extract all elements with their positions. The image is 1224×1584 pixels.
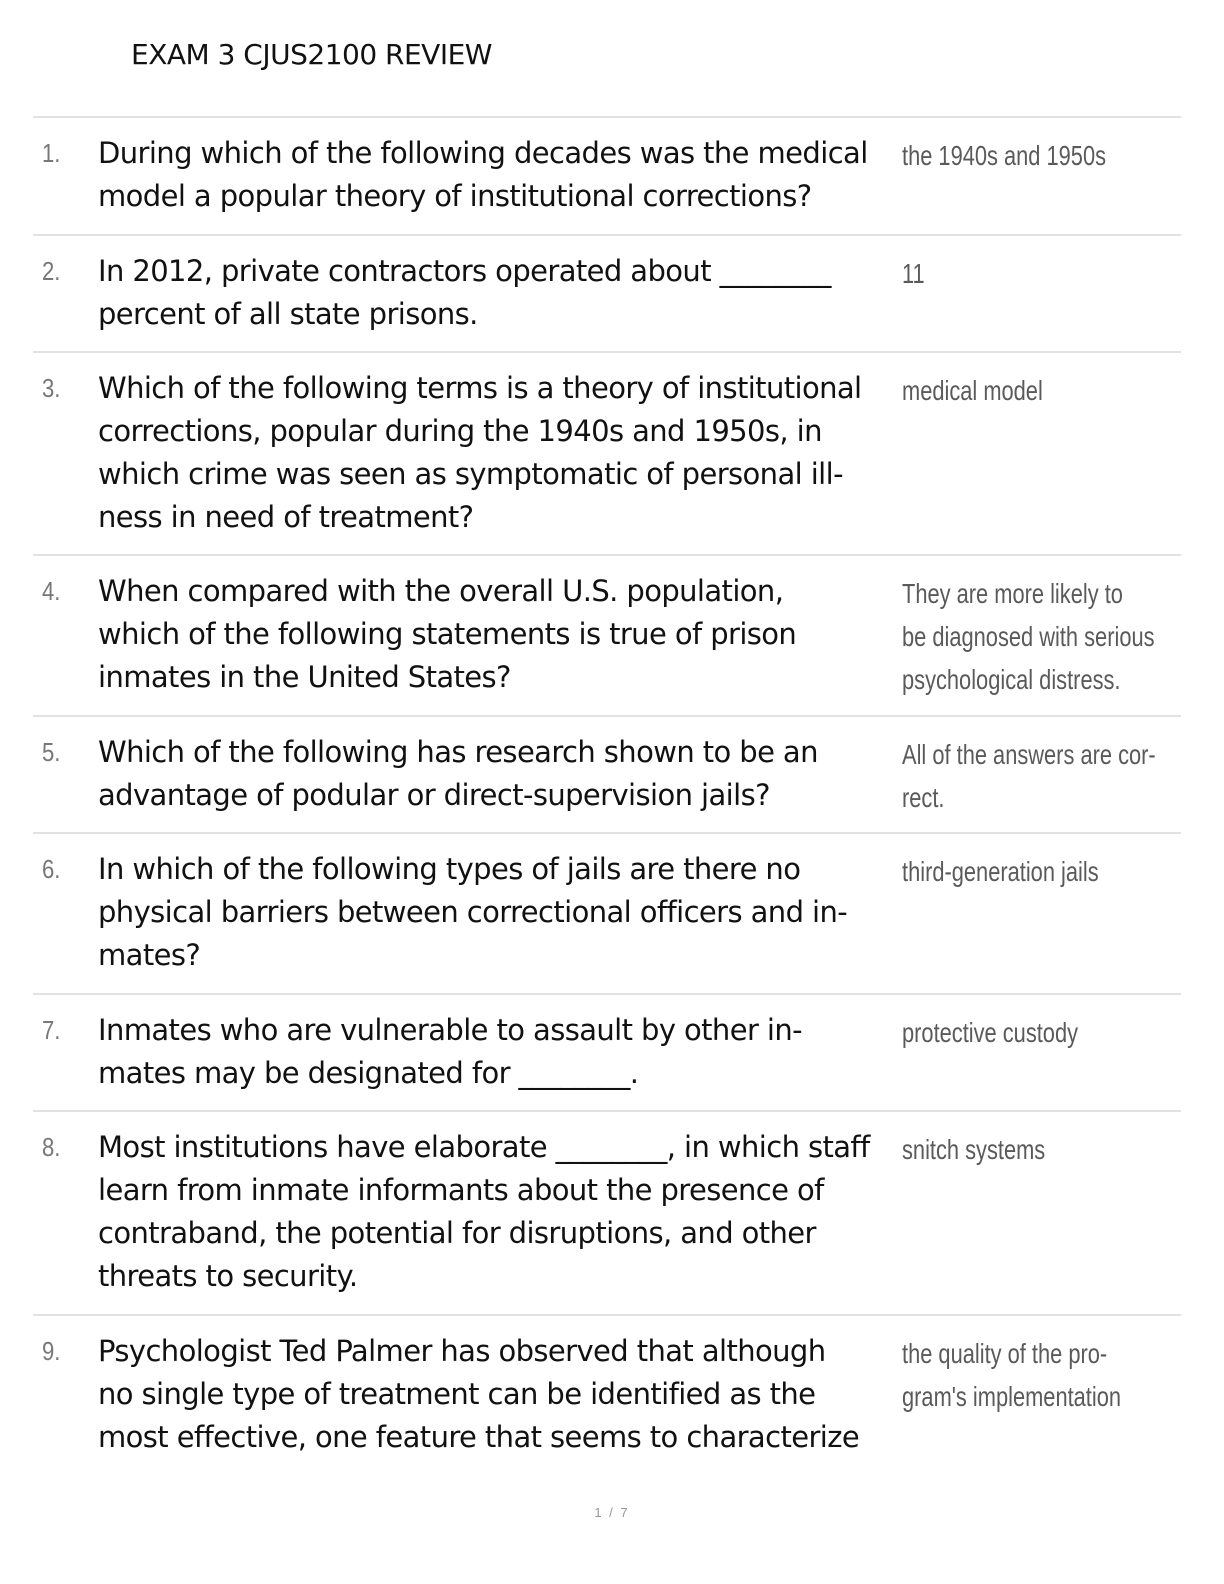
- answer-line: snitch systems: [902, 1134, 1046, 1165]
- answer-text: [902, 369, 1043, 412]
- question-text: [98, 367, 898, 539]
- question-line: Inmates who are vulnerable to assault by other in-: [98, 1013, 802, 1047]
- question-text: [98, 731, 898, 817]
- answer-text: [902, 572, 1155, 701]
- document-title: EXAM 3 CJUS2100 REVIEW: [131, 38, 492, 71]
- question-number: 1.: [42, 138, 61, 168]
- answer-line: They are more likely to: [902, 578, 1123, 609]
- question-line: model a popular theory of institutional corrections?: [98, 179, 812, 213]
- page-number: 1 / 7: [594, 1505, 630, 1520]
- question-line: Which of the following has research shown to be an: [98, 735, 818, 769]
- question-text: [98, 132, 898, 218]
- question-line: mates?: [98, 938, 201, 972]
- question-number: 4.: [42, 576, 61, 606]
- answer-text: [902, 850, 1099, 893]
- question-line: mates may be designated for ________.: [98, 1056, 639, 1090]
- question-text: [98, 250, 898, 336]
- question-line: In which of the following types of jails are there no: [98, 852, 801, 886]
- flashcard-row: [33, 234, 1181, 353]
- question-line: which crime was seen as symptomatic of personal ill-: [98, 457, 843, 491]
- flashcard-row: [33, 715, 1181, 834]
- question-number: 8.: [42, 1132, 61, 1162]
- flashcard-row: [33, 1110, 1181, 1316]
- answer-text: [902, 1332, 1121, 1418]
- question-number: 9.: [42, 1336, 61, 1366]
- question-line: Psychologist Ted Palmer has observed that although: [98, 1334, 826, 1368]
- answer-text: [902, 1011, 1078, 1054]
- question-line: most effective, one feature that seems to characterize: [98, 1420, 860, 1454]
- question-line: learn from inmate informants about the presence of: [98, 1173, 824, 1207]
- answer-text: [902, 733, 1156, 819]
- flashcard-row: [33, 832, 1181, 995]
- question-line: advantage of podular or direct-supervision jails?: [98, 778, 770, 812]
- answer-line: protective custody: [902, 1017, 1079, 1048]
- answer-text: [902, 134, 1106, 177]
- flashcard-row: [33, 554, 1181, 717]
- flashcard-row: [33, 1314, 1181, 1506]
- question-text: [98, 1126, 898, 1298]
- question-line: During which of the following decades was the medical: [98, 136, 868, 170]
- answer-line: medical model: [902, 375, 1043, 406]
- answer-line: third-generation jails: [902, 856, 1099, 887]
- question-line: percent of all state prisons.: [98, 297, 478, 331]
- question-line: When compared with the overall U.S. population,: [98, 574, 784, 608]
- question-line: Most institutions have elaborate ________, in which staff: [98, 1130, 870, 1164]
- answer-line: psychological distress.: [902, 664, 1121, 695]
- flashcard-row: [33, 116, 1181, 236]
- flashcard-row: [33, 351, 1181, 556]
- question-line: no single type of treatment can be identified as the: [98, 1377, 816, 1411]
- question-number: 2.: [42, 256, 61, 286]
- question-number: 6.: [42, 854, 61, 884]
- question-number: 5.: [42, 737, 61, 767]
- question-number: 7.: [42, 1015, 61, 1045]
- question-line: threats to security.: [98, 1259, 358, 1293]
- answer-line: gram's implementation: [902, 1381, 1122, 1412]
- answer-text: [902, 252, 925, 295]
- question-line: which of the following statements is true of prison: [98, 617, 797, 651]
- answer-line: the 1940s and 1950s: [902, 140, 1107, 171]
- question-text: [98, 1009, 898, 1095]
- question-line: ness in need of treatment?: [98, 500, 474, 534]
- question-line: Which of the following terms is a theory of institutional: [98, 371, 862, 405]
- question-line: corrections, popular during the 1940s and 1950s, in: [98, 414, 822, 448]
- answer-line: rect.: [902, 782, 945, 813]
- answer-line: 11: [902, 258, 925, 289]
- answer-line: be diagnosed with serious: [902, 621, 1155, 652]
- flashcard-row: [33, 993, 1181, 1112]
- question-line: inmates in the United States?: [98, 660, 511, 694]
- answer-line: All of the answers are cor-: [902, 739, 1156, 770]
- question-number: 3.: [42, 373, 61, 403]
- question-line: contraband, the potential for disruptions, and other: [98, 1216, 816, 1250]
- question-line: In 2012, private contractors operated about ________: [98, 254, 831, 288]
- question-text: [98, 570, 898, 699]
- question-line: physical barriers between correctional officers and in-: [98, 895, 848, 929]
- answer-line: the quality of the pro-: [902, 1338, 1108, 1369]
- answer-text: [902, 1128, 1045, 1171]
- question-text: [98, 1330, 898, 1459]
- question-text: [98, 848, 898, 977]
